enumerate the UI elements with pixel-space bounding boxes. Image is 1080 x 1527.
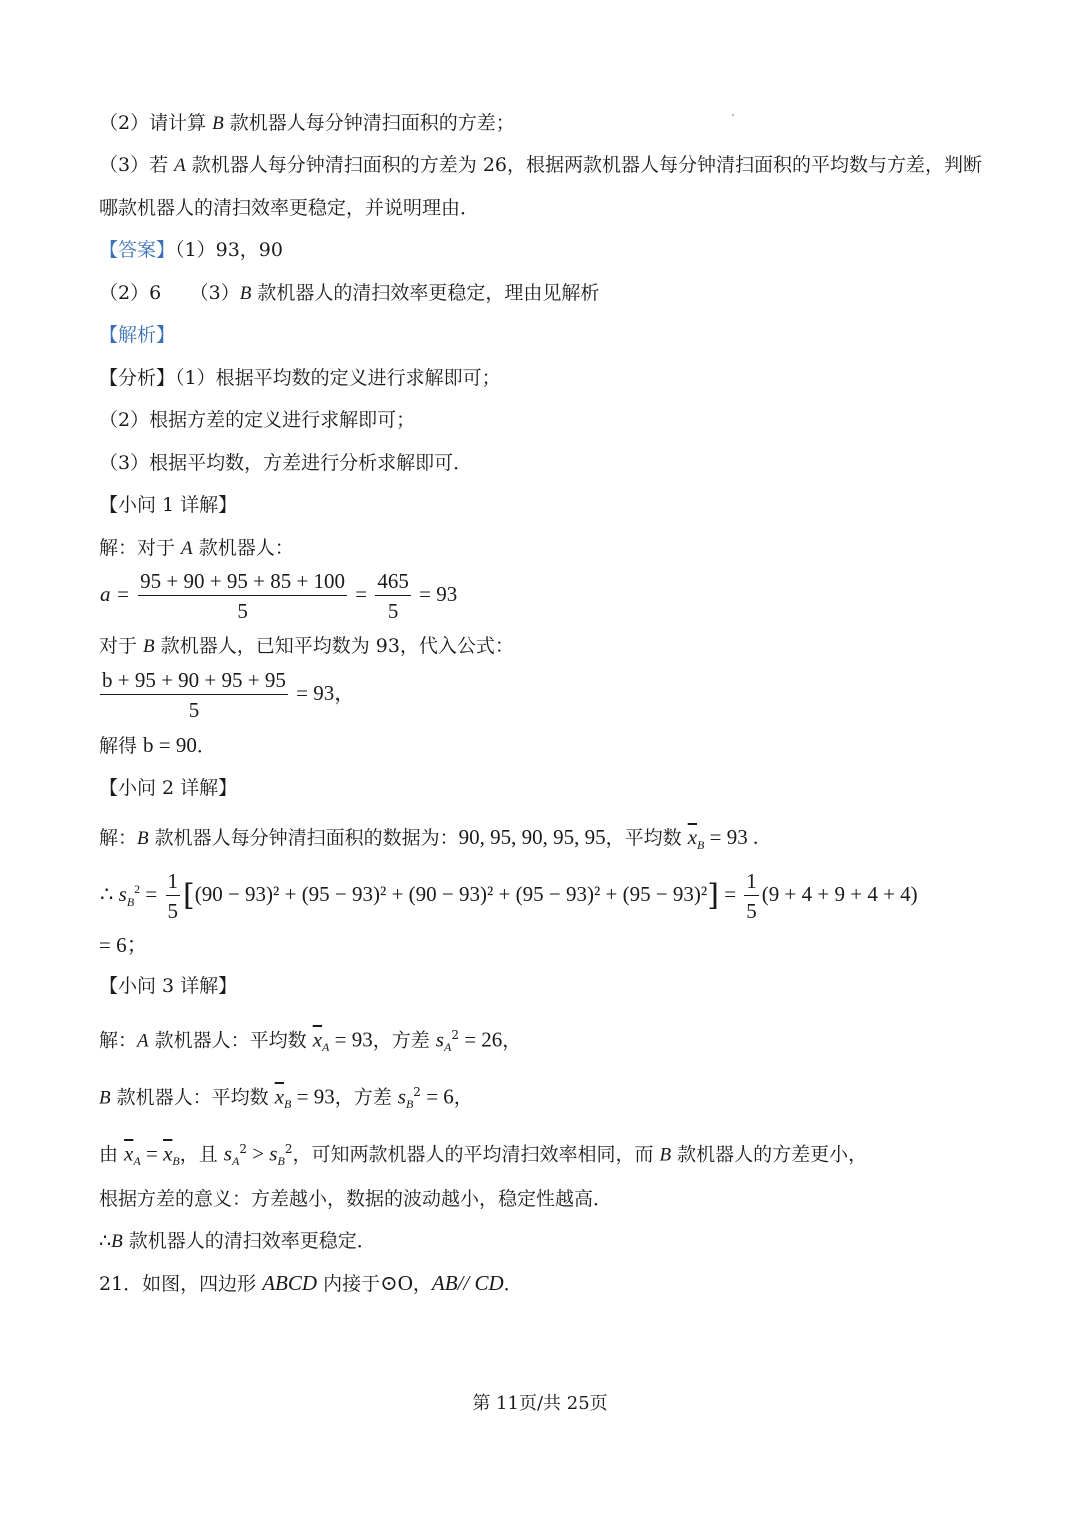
sub1-line-2: 对于 B 款机器人，已知平均数为 93，代入公式： — [99, 635, 514, 657]
fenxi-line-3: （3）根据平均数，方差进行分析求解即可． — [99, 452, 473, 474]
question-3-line2: 哪款机器人的清扫效率更稳定，并说明理由． — [99, 197, 480, 219]
sub3-line-5: ∴B 款机器人的清扫效率更稳定． — [99, 1230, 376, 1252]
sub1-heading: 【小问 1 详解】 — [99, 494, 238, 516]
sub2-heading: 【小问 2 详解】 — [99, 777, 238, 799]
speck — [732, 114, 734, 116]
sub3-line-4: 根据方差的意义：方差越小，数据的波动越小，稳定性越高． — [99, 1188, 613, 1210]
fenxi-line-1: 【分析】（1）根据平均数的定义进行求解即可； — [99, 367, 501, 389]
sub1-line-3: 解得 b = 90． — [99, 733, 216, 757]
sub1-equation-1: a = $\frac{95 + 90 + 95 + 85 + 100}{5}$ = $\frac{465}{5}$ = 93 — [100, 569, 458, 623]
sub3-line-3: 由 $\overline{x}_A = \overline{x}_B$，且 $s_A^2 > s_B^2$，可知两款机器人的平均清扫效率相同，而 B 款机器人的方差更小， — [99, 1141, 868, 1169]
page-footer: 第 11页/共 25页 — [472, 1393, 608, 1414]
sub2-line-1: 解：B 款机器人每分钟清扫面积的数据为：90, 95, 90, 95, 95，平均数 $\overline{x}_B = 93$ . — [99, 825, 759, 852]
question-3: （3）若 A 款机器人每分钟清扫面积的方差为 26，根据两款机器人每分钟清扫面积的平均数与方差，判断 — [99, 154, 983, 176]
answer-tag: 【答案】 — [99, 239, 176, 261]
sub3-heading: 【小问 3 详解】 — [99, 975, 238, 997]
answer-line: 【答案】（1）93，90 — [99, 239, 283, 261]
sub1-equation-2: $\frac{b + 95 + 90 + 95 + 95}{5}$ = 93， — [102, 668, 356, 722]
sub2-equation: ∴ $s_B^2$ = $\frac{1}{5}$ [(90 − 93)² + (95 − 93)² + (90 − 93)² + (95 − 93)² + (95 − 93)²] = $\frac{1}{5}$ (9 + 4 + 9 + 4 + 4) — [100, 869, 918, 923]
question-2: （2）请计算 B 款机器人每分钟清扫面积的方差； — [99, 112, 515, 134]
sub1-line-1: 解：对于 A 款机器人： — [99, 537, 294, 559]
sub2-result: = 6； — [99, 933, 148, 957]
sub3-line-2: B 款机器人：平均数 $\overline{x}_B = 93$，方差 $s_B^2 = 6$， — [99, 1084, 473, 1112]
question-21: 21．如图，四边形 ABCD 内接于⊙O，AB// CD． — [99, 1271, 523, 1295]
sub3-line-1: 解：A 款机器人：平均数 $\overline{x}_A = 93$，方差 $s_A^2 = 26$， — [99, 1027, 522, 1055]
answer-line-2: （2）6 （3）B 款机器人的清扫效率更稳定，理由见解析 — [99, 282, 600, 304]
analysis-tag: 【解析】 — [99, 324, 176, 346]
fenxi-line-2: （2）根据方差的定义进行求解即可； — [99, 409, 416, 431]
